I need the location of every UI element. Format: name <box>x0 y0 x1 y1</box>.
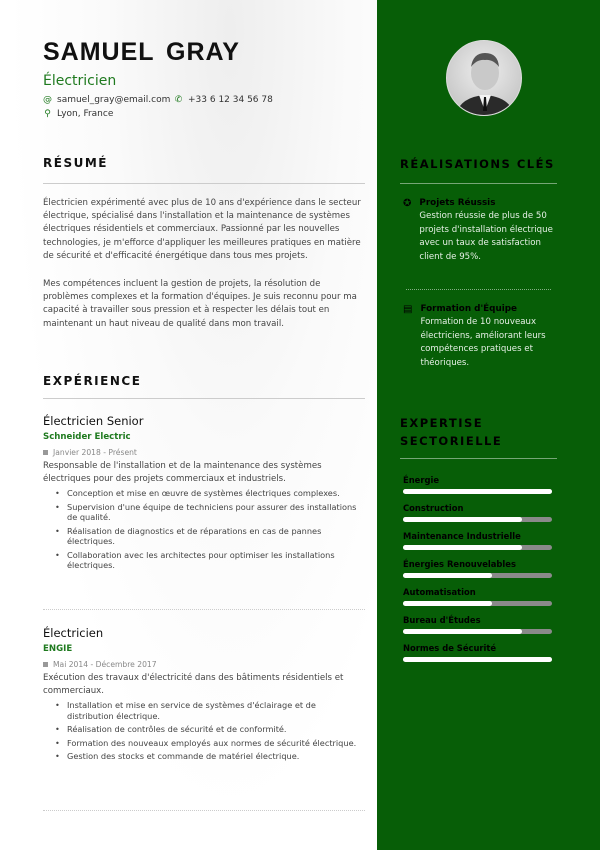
achievement-title: Projets Réussis <box>419 198 496 208</box>
job-entry <box>43 626 365 762</box>
skill-label: Maintenance Industrielle <box>403 531 521 541</box>
job-bullet: • Collaboration avec les architectes pour optimiser les installations électriques. <box>67 550 365 571</box>
skill-item <box>403 615 552 634</box>
skill-bar <box>403 629 552 634</box>
job-entry-title: Électricien Senior <box>43 414 144 428</box>
contact-location <box>43 109 113 119</box>
email-text: samuel_gray@email.com <box>57 95 171 105</box>
skill-bar <box>403 517 552 522</box>
resume-paragraph: Électricien expérimenté avec plus de 10 ans d'expérience dans le secteur électrique, spécialisé dans l'installation et la maintenance de systèmes électriques résidentiels et commerciaux. Passionné par les nouvelles technologies, je m'efforce d'appliquer les meilleures pratiques en matière de sécurité et d'efficacité énergétique dans tous mes projets. <box>43 198 361 261</box>
award-icon: ✪ <box>403 198 412 209</box>
resume-paragraph: Mes compétences incluent la gestion de projets, la résolution de problèmes complexes et la formation d'équipes. Je suis reconnu pour ma capacité à travailler sous pression et à respecter les délais tout en maintenant un haut niveau de qualité dans mon travail. <box>43 279 357 329</box>
skill-bar-fill <box>403 573 492 578</box>
skill-bar-fill <box>403 517 522 522</box>
job-entry-title: Électricien <box>43 626 104 640</box>
dates-text: Mai 2014 - Décembre 2017 <box>53 660 157 669</box>
job-bullet: • Réalisation de diagnostics et de réparations en cas de pannes électriques. <box>67 526 365 547</box>
phone-icon: ✆ <box>174 95 183 105</box>
job-dates <box>43 660 365 669</box>
skill-bar-fill <box>403 629 522 634</box>
job-dates <box>43 448 365 457</box>
skill-label: Automatisation <box>403 587 476 597</box>
skill-bar-fill <box>403 601 492 606</box>
divider <box>43 398 365 399</box>
skill-bar <box>403 545 552 550</box>
achievements-heading: RÉALISATIONS CLÉS <box>400 157 555 171</box>
company: Schneider Electric <box>43 432 131 442</box>
skill-bar <box>403 601 552 606</box>
skill-label: Énergies Renouvelables <box>403 559 516 569</box>
job-bullet: • Supervision d'une équipe de techniciens pour assurer des installations de qualité. <box>67 502 365 523</box>
contact-email <box>43 95 170 105</box>
divider <box>43 183 365 184</box>
skill-item <box>403 503 552 522</box>
calendar-icon <box>43 450 48 455</box>
job-title: Électricien <box>43 73 117 89</box>
company: ENGIE <box>43 644 73 654</box>
job-entry <box>43 414 365 571</box>
divider <box>400 183 557 184</box>
map-pin-icon: ⚲ <box>44 109 51 119</box>
location-text: Lyon, France <box>57 109 114 119</box>
achievement-description: Formation de 10 nouveaux électriciens, améliorant leurs compétences pratiques et théoriques. <box>420 317 546 368</box>
skill-bar <box>403 489 552 494</box>
at-icon: @ <box>43 95 52 105</box>
profile-photo <box>446 40 522 116</box>
skill-label: Énergie <box>403 475 440 485</box>
achievement-item <box>403 304 563 370</box>
skill-item <box>403 559 552 578</box>
skill-bar-fill <box>403 657 552 662</box>
divider <box>406 289 551 290</box>
job-bullet: • Installation et mise en service de systèmes d'éclairage et de distribution électrique. <box>67 700 365 721</box>
skill-bar-fill <box>403 545 522 550</box>
skill-label: Construction <box>403 503 464 513</box>
job-description: Responsable de l'installation et de la maintenance des systèmes électriques pour des projets commerciaux et industriels. <box>43 461 322 484</box>
skill-label: Normes de Sécurité <box>403 643 497 653</box>
skill-label: Bureau d'Études <box>403 615 481 625</box>
job-bullet: • Réalisation de contrôles de sécurité et de conformité. <box>67 724 365 735</box>
dates-text: Janvier 2018 - Présent <box>53 448 137 457</box>
skill-item <box>403 643 552 662</box>
experience-heading: EXPÉRIENCE <box>43 374 142 388</box>
phone-text: +33 6 12 34 56 78 <box>188 95 273 105</box>
achievement-title: Formation d'Équipe <box>420 304 518 314</box>
clipboard-icon: ▤ <box>403 304 413 315</box>
divider <box>400 458 557 459</box>
job-bullet: • Formation des nouveaux employés aux normes de sécurité électrique. <box>67 738 365 749</box>
calendar-icon <box>43 662 48 667</box>
candidate-name: SAMUEL GRAY <box>43 38 240 66</box>
skill-bar-fill <box>403 489 552 494</box>
expertise-heading: EXPERTISE SECTORIELLE <box>400 416 503 448</box>
skill-item <box>403 475 552 494</box>
resume-heading: RÉSUMÉ <box>43 156 108 170</box>
job-bullet: • Conception et mise en œuvre de systèmes électriques complexes. <box>67 488 365 499</box>
divider <box>43 609 365 610</box>
job-description: Exécution des travaux d'électricité dans des bâtiments résidentiels et commerciaux. <box>43 673 344 696</box>
contact-phone <box>174 95 273 105</box>
achievement-item <box>403 198 563 264</box>
skill-item <box>403 531 552 550</box>
achievement-description: Gestion réussie de plus de 50 projets d'installation électrique avec un taux de satisfaction client de 95%. <box>419 211 553 262</box>
skill-bar <box>403 657 552 662</box>
divider <box>43 810 365 811</box>
skill-item <box>403 587 552 606</box>
skill-bar <box>403 573 552 578</box>
job-bullet: • Gestion des stocks et commande de matériel électrique. <box>67 751 365 762</box>
